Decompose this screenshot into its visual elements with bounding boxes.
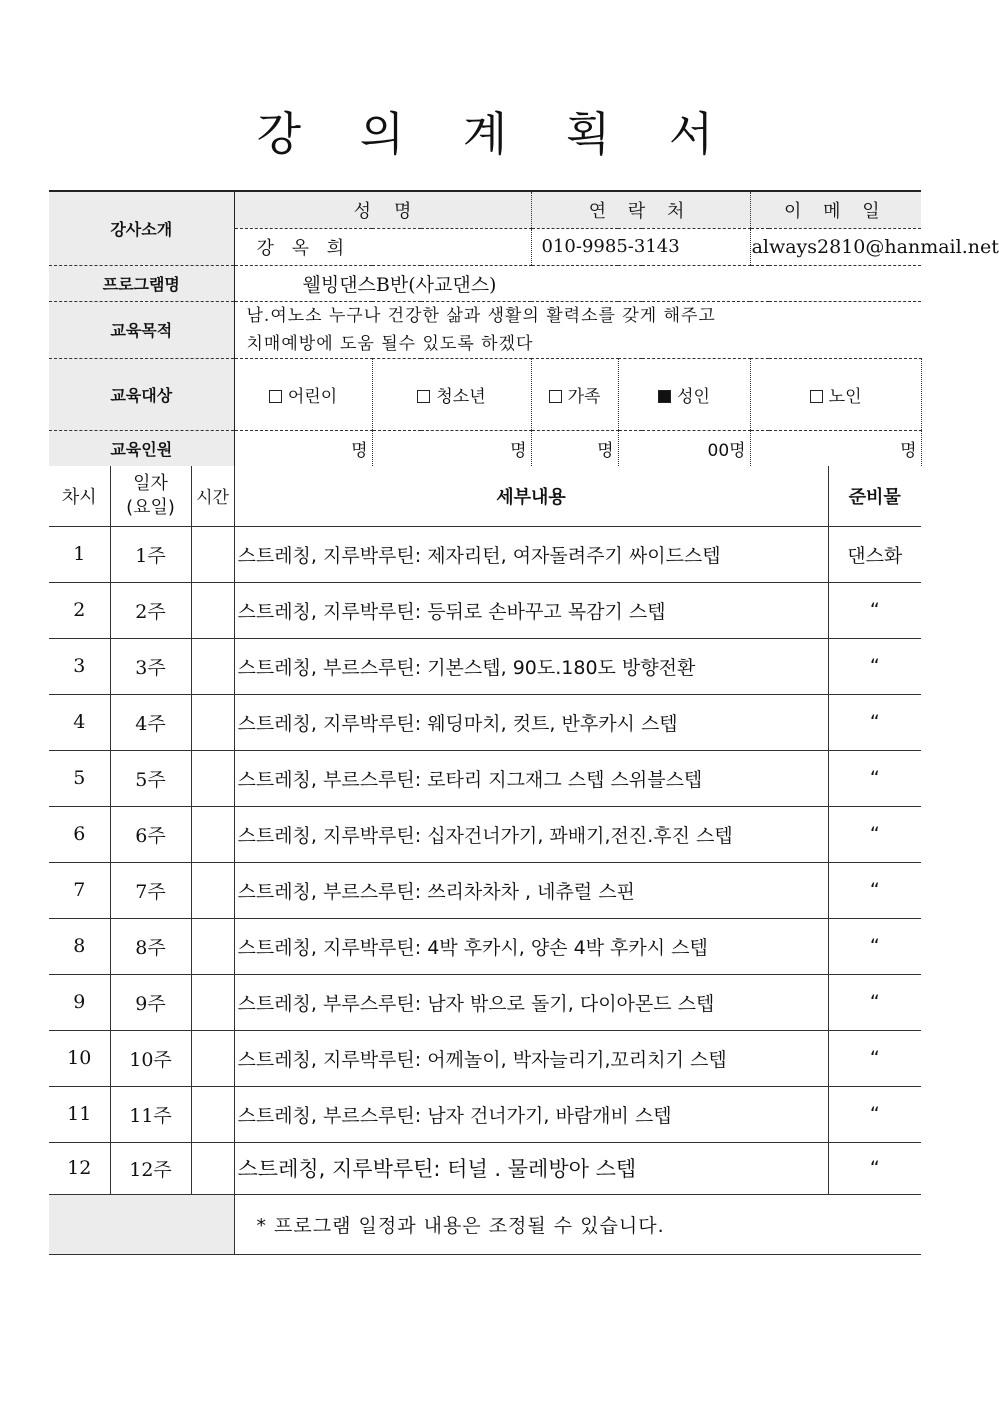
purpose-label: 교육목적 xyxy=(49,301,234,358)
content-header: 세부내용 xyxy=(234,466,828,526)
schedule-row xyxy=(49,974,921,1030)
materials-cell: “ xyxy=(828,694,921,750)
schedule-row xyxy=(49,582,921,638)
program-label: 프로그램명 xyxy=(49,265,234,301)
target-option-senior[interactable] xyxy=(750,358,921,430)
headcount-label: 교육인원 xyxy=(49,430,234,466)
materials-cell: “ xyxy=(828,638,921,694)
date-cell: 4주 xyxy=(110,694,191,750)
time-cell xyxy=(191,862,234,918)
materials-cell: “ xyxy=(828,862,921,918)
date-header xyxy=(110,466,191,526)
program-name: 웰빙댄스B반(사교댄스) xyxy=(234,265,921,301)
session-cell: 9 xyxy=(49,974,110,1030)
date-header-line1: 일자 xyxy=(133,472,168,494)
content-cell: 스트레칭, 부루스루틴: 남자 밖으로 돌기, 다이아몬드 스텝 xyxy=(234,974,828,1030)
date-cell: 6주 xyxy=(110,806,191,862)
target-option-label: 성인 xyxy=(677,386,710,407)
session-cell: 2 xyxy=(49,582,110,638)
instructor-phone: 010-9985-3143 xyxy=(531,228,750,265)
time-cell xyxy=(191,582,234,638)
time-cell xyxy=(191,694,234,750)
session-cell: 3 xyxy=(49,638,110,694)
target-option-family[interactable] xyxy=(531,358,618,430)
session-cell: 7 xyxy=(49,862,110,918)
materials-cell: “ xyxy=(828,806,921,862)
session-cell: 5 xyxy=(49,750,110,806)
contact-header: 연 락 처 xyxy=(531,191,750,228)
time-cell xyxy=(191,918,234,974)
schedule-rows xyxy=(49,526,921,1194)
content-cell: 스트레칭, 부르스루틴: 로타리 지그재그 스텝 스위블스텝 xyxy=(234,750,828,806)
schedule-row xyxy=(49,694,921,750)
time-cell xyxy=(191,526,234,582)
content-cell: 스트레칭, 지루박루틴: 등뒤로 손바꾸고 목감기 스텝 xyxy=(234,582,828,638)
content-cell: 스트레칭, 부르스루틴: 남자 건너가기, 바람개비 스텝 xyxy=(234,1086,828,1142)
materials-cell: “ xyxy=(828,582,921,638)
content-cell: 스트레칭, 지루박루틴: 제자리턴, 여자돌려주기 싸이드스텝 xyxy=(234,526,828,582)
materials-header: 준비물 xyxy=(828,466,921,526)
target-option-label: 청소년 xyxy=(436,386,486,407)
time-header: 시간 xyxy=(191,466,234,526)
date-header-line2: (요일) xyxy=(126,496,175,518)
instructor-name: 강 옥 희 xyxy=(234,228,531,265)
purpose-line-2: 치매예방에 도움 될수 있도록 하겠다 xyxy=(246,333,534,354)
session-cell: 8 xyxy=(49,918,110,974)
schedule-row xyxy=(49,1086,921,1142)
date-cell: 1주 xyxy=(110,526,191,582)
date-cell: 5주 xyxy=(110,750,191,806)
target-option-label: 가족 xyxy=(567,386,601,407)
target-option-label: 어린이 xyxy=(287,386,338,407)
time-cell xyxy=(191,1030,234,1086)
checkbox-icon xyxy=(810,390,823,403)
target-label: 교육대상 xyxy=(49,358,234,430)
schedule-row xyxy=(49,806,921,862)
time-cell xyxy=(191,806,234,862)
schedule-table xyxy=(49,466,921,1255)
time-cell xyxy=(191,1086,234,1142)
schedule-row xyxy=(49,918,921,974)
schedule-row xyxy=(49,526,921,582)
materials-cell: 댄스화 xyxy=(828,526,921,582)
session-header: 차시 xyxy=(49,466,110,526)
content-cell: 스트레칭, 부르스루틴: 기본스텝, 90도.180도 방향전환 xyxy=(234,638,828,694)
materials-cell: “ xyxy=(828,1030,921,1086)
content-cell: 스트레칭, 부르스루틴: 쓰리차차차 , 네츄럴 스핀 xyxy=(234,862,828,918)
date-cell: 11주 xyxy=(110,1086,191,1142)
headcount-child: 명 xyxy=(234,430,372,466)
content-cell: 스트레칭, 지루박루틴: 4박 후카시, 양손 4박 후카시 스텝 xyxy=(234,918,828,974)
document-title: 강 의 계 획 서 xyxy=(256,107,736,161)
headcount-family: 명 xyxy=(531,430,618,466)
session-cell: 12 xyxy=(49,1142,110,1194)
session-cell: 1 xyxy=(49,526,110,582)
note-label-cell xyxy=(49,1194,234,1254)
session-cell: 11 xyxy=(49,1086,110,1142)
materials-cell: “ xyxy=(828,750,921,806)
time-cell xyxy=(191,1142,234,1194)
schedule-row xyxy=(49,1142,921,1194)
target-option-label: 노인 xyxy=(828,386,862,407)
session-cell: 4 xyxy=(49,694,110,750)
checkbox-icon xyxy=(269,390,282,403)
headcount-adult: 00명 xyxy=(618,430,750,466)
checked-checkbox-icon xyxy=(658,390,671,403)
date-cell: 2주 xyxy=(110,582,191,638)
content-cell: 스트레칭, 지루박루틴: 십자건너가기, 꽈배기,전진.후진 스텝 xyxy=(234,806,828,862)
headcount-senior: 명 xyxy=(750,430,921,466)
checkbox-icon xyxy=(549,390,562,403)
schedule-note: * 프로그램 일정과 내용은 조정될 수 있습니다. xyxy=(234,1194,921,1254)
session-cell: 10 xyxy=(49,1030,110,1086)
session-cell: 6 xyxy=(49,806,110,862)
time-cell xyxy=(191,750,234,806)
target-option-adult[interactable] xyxy=(618,358,750,430)
date-cell: 3주 xyxy=(110,638,191,694)
checkbox-icon xyxy=(417,390,430,403)
materials-cell: “ xyxy=(828,1142,921,1194)
instructor-email: always2810@hanmail.net xyxy=(750,228,921,265)
materials-cell: “ xyxy=(828,1086,921,1142)
content-cell: 스트레칭, 지루박루틴: 웨딩마치, 컷트, 반후카시 스텝 xyxy=(234,694,828,750)
target-option-child[interactable] xyxy=(234,358,372,430)
date-cell: 7주 xyxy=(110,862,191,918)
content-cell: 스트레칭, 지루박루틴: 터널 . 물레방아 스텝 xyxy=(234,1142,828,1194)
instructor-section-label: 강사소개 xyxy=(49,191,234,265)
materials-cell: “ xyxy=(828,918,921,974)
date-cell: 8주 xyxy=(110,918,191,974)
schedule-row xyxy=(49,638,921,694)
purpose-line-1: 남.여노소 누구나 건강한 삶과 생활의 활력소를 갖게 해주고 xyxy=(246,305,716,326)
date-cell: 12주 xyxy=(110,1142,191,1194)
purpose-text xyxy=(234,301,921,358)
email-header: 이 메 일 xyxy=(750,191,921,228)
date-cell: 9주 xyxy=(110,974,191,1030)
schedule-row xyxy=(49,1030,921,1086)
schedule-row xyxy=(49,862,921,918)
materials-cell: “ xyxy=(828,974,921,1030)
time-cell xyxy=(191,638,234,694)
headcount-youth: 명 xyxy=(372,430,531,466)
date-cell: 10주 xyxy=(110,1030,191,1086)
name-header: 성 명 xyxy=(234,191,531,228)
time-cell xyxy=(191,974,234,1030)
content-cell: 스트레칭, 지루박루틴: 어께놀이, 박자늘리기,꼬리치기 스텝 xyxy=(234,1030,828,1086)
schedule-row xyxy=(49,750,921,806)
instructor-info-table xyxy=(49,190,999,466)
target-option-youth[interactable] xyxy=(372,358,531,430)
